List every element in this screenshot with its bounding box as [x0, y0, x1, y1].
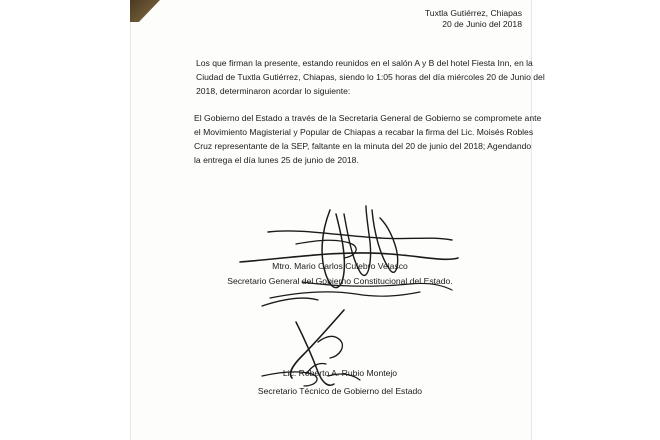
signatory1-name: Mtro. Mario Carlos Culebro Velasco [272, 261, 408, 271]
paragraph1-line1: Los que firman la presente, estando reunidos en el salón A y B del hotel Fiesta Inn, en la [196, 58, 533, 68]
paragraph2-line3: Cruz representante de la SEP, faltante en la minuta del 20 de junio del 2018; Agendando [194, 141, 532, 151]
paragraph1-line3: 2018, determinaron acordar lo siguiente: [196, 86, 351, 96]
paragraph2-line1: El Gobierno del Estado a través de la Secretaria General de Gobierno se compromete ante [194, 113, 542, 123]
paragraph1-line2: Ciudad de Tuxtla Gutiérrez, Chiapas, siendo lo 1:05 horas del día miércoles 20 de Junio del [196, 72, 545, 82]
header-place: Tuxtla Gutiérrez, Chiapas [424, 8, 522, 18]
signatory2-name: Lic. Roberto A. Rubio Montejo [282, 368, 398, 378]
signatory1-title: Secretario General del Gobierno Constitucional del Estado. [227, 276, 453, 286]
signatory2-title: Secretario Técnico de Gobierno del Estado [257, 386, 423, 396]
header-date: 20 de Junio del 2018 [442, 19, 522, 29]
paragraph2-line2: el Movimiento Magisterial y Popular de Chiapas a recabar la firma del Lic. Moisés Robles [194, 127, 534, 137]
paragraph2-line4: la entrega el día lunes 25 de junio de 2018. [194, 155, 359, 165]
